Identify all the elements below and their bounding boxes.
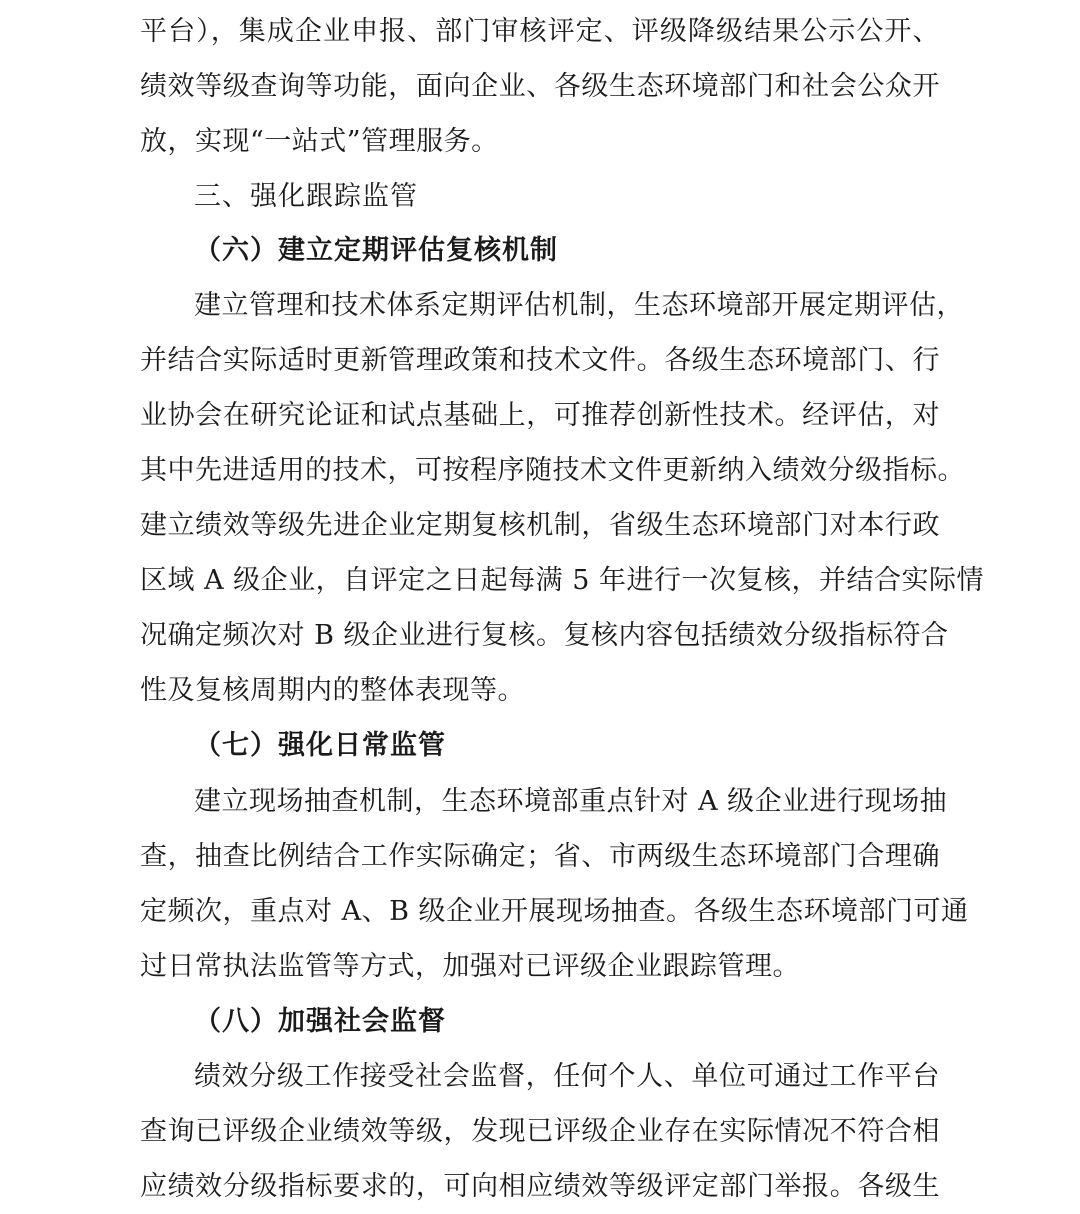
section-heading: 三、强化跟踪监管 <box>194 181 418 212</box>
text-line: 建立绩效等级先进企业定期复核机制，省级生态环境部门对本行政 <box>140 510 940 541</box>
text-line: 过日常执法监管等方式，加强对已评级企业跟踪管理。 <box>140 951 800 982</box>
text-line: 定频次，重点对 A、B 级企业开展现场抽查。各级生态环境部门可通 <box>140 896 969 927</box>
text-line: 应绩效分级指标要求的，可向相应绩效等级评定部门举报。各级生 <box>140 1171 940 1202</box>
subsection-heading: （六）建立定期评估复核机制 <box>194 235 558 266</box>
text-line: 其中先进适用的技术，可按程序随技术文件更新纳入绩效分级指标。 <box>140 455 965 486</box>
text-line: 区域 A 级企业，自评定之日起每满 5 年进行一次复核，并结合实际情 <box>140 565 985 596</box>
text-line: 绩效分级工作接受社会监督，任何个人、单位可通过工作平台 <box>194 1061 940 1092</box>
text-line: 绩效等级查询等功能，面向企业、各级生态环境部门和社会公众开 <box>140 71 940 102</box>
text-line: 放，实现“一站式”管理服务。 <box>140 126 499 157</box>
text-line: 平台），集成企业申报、部门审核评定、评级降级结果公示公开、 <box>140 16 940 47</box>
text-line: 查询已评级企业绩效等级，发现已评级企业存在实际情况不符合相 <box>140 1116 940 1147</box>
text-line: 况确定频次对 B 级企业进行复核。复核内容包括绩效分级指标符合 <box>140 620 949 651</box>
text-line: 并结合实际适时更新管理政策和技术文件。各级生态环境部门、行 <box>140 345 940 376</box>
text-line: 查，抽查比例结合工作实际确定；省、市两级生态环境部门合理确 <box>140 841 940 872</box>
text-line: 性及复核周期内的整体表现等。 <box>140 675 525 706</box>
text-line: 建立现场抽查机制，生态环境部重点针对 A 级企业进行现场抽 <box>194 786 948 817</box>
text-line: 业协会在研究论证和试点基础上，可推荐创新性技术。经评估，对 <box>140 400 940 431</box>
text-line: 建立管理和技术体系定期评估机制，生态环境部开展定期评估， <box>194 290 964 321</box>
subsection-heading: （八）加强社会监督 <box>194 1006 446 1037</box>
subsection-heading: （七）强化日常监管 <box>194 730 446 761</box>
